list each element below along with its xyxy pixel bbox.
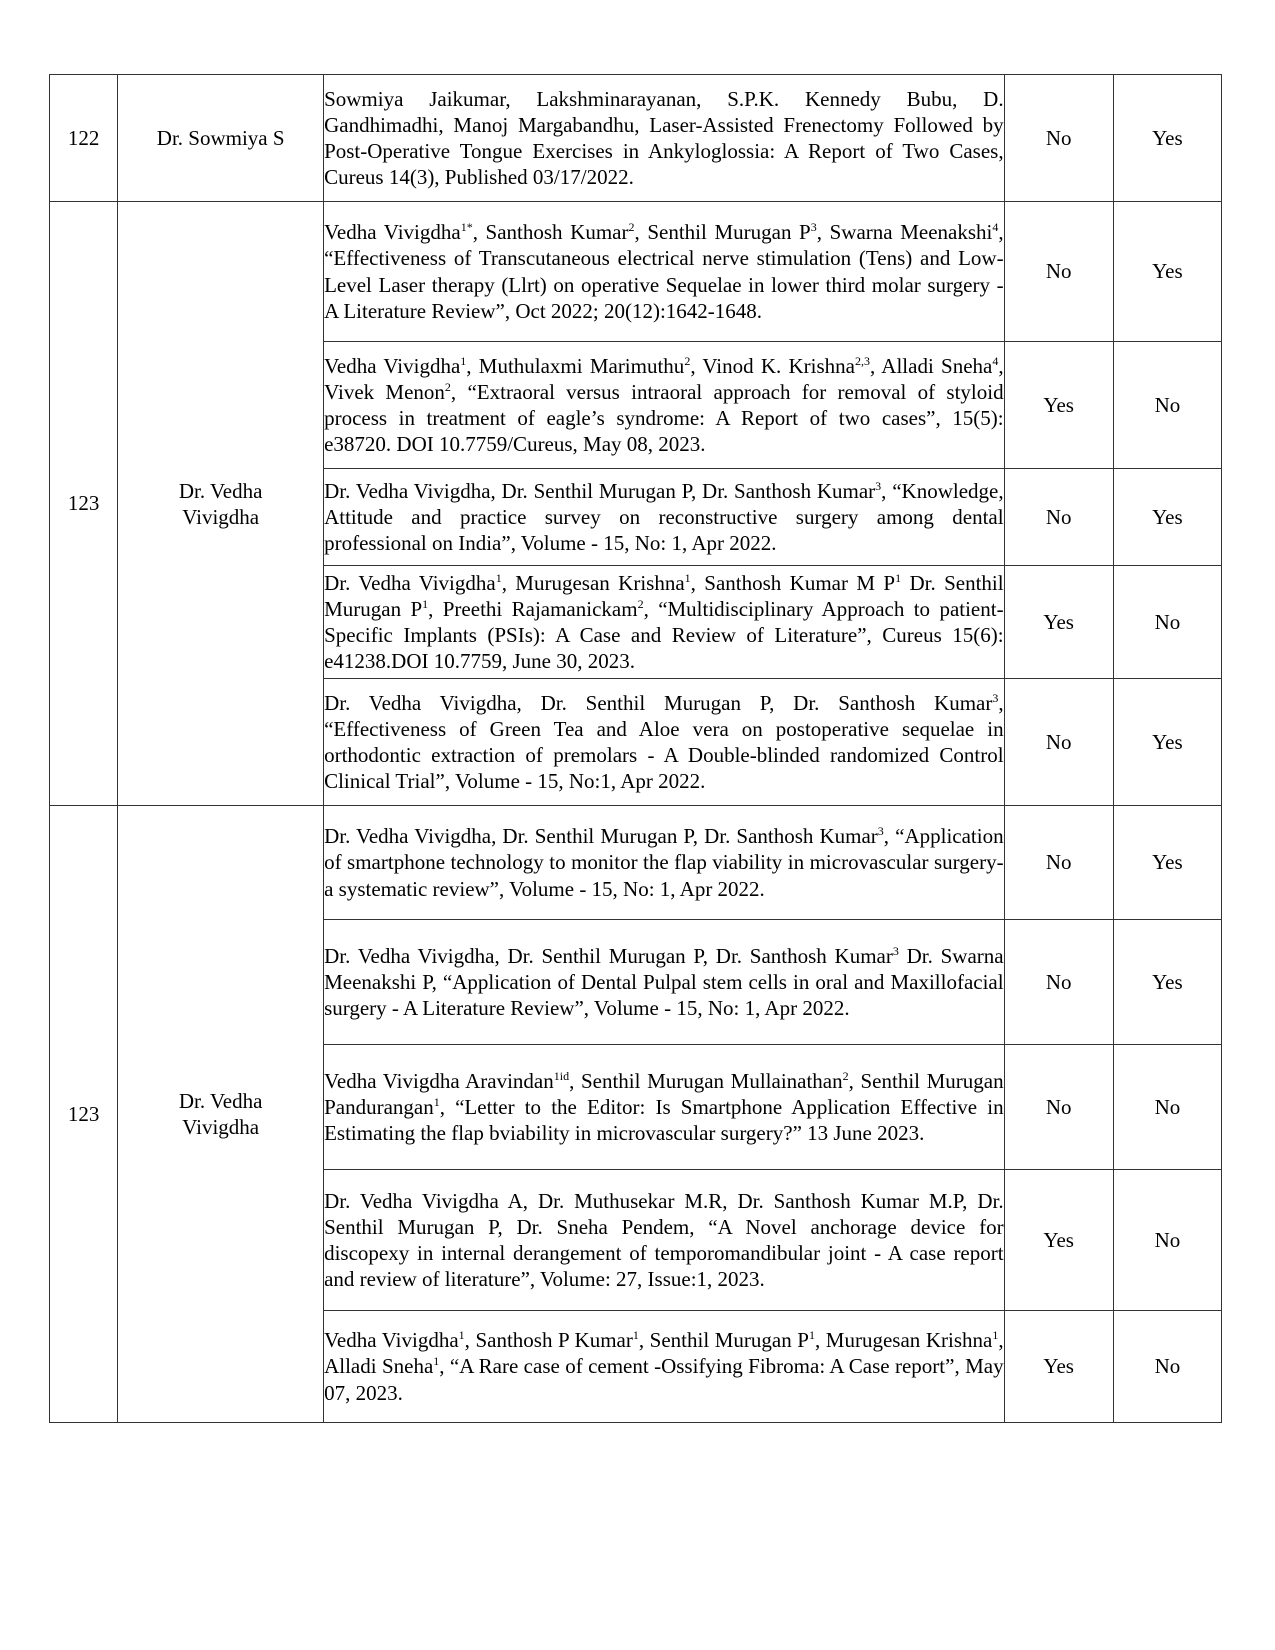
indexing-flag-cell: Yes: [1113, 679, 1221, 806]
author-affiliation-superscript: 1: [632, 1328, 639, 1343]
faculty-name-text: Dr. Vedha Vivigdha: [178, 478, 263, 529]
author-affiliation-superscript: 3: [992, 690, 999, 705]
indexing-flag-cell: No: [1004, 469, 1113, 566]
author-affiliation-superscript: 3: [875, 478, 882, 493]
author-affiliation-superscript: 3: [892, 943, 899, 958]
publication-citation-cell: Dr. Vedha Vivigdha$^1$, Murugesan Krishna$^1$, Santhosh Kumar M $P^1$ Dr. Senthil Murugan $P^1$, Preethi Rajamanickam$^2$, “Multidisciplinary Approach to patient-Specific Implants (PSIs): A Case and Review of Literature”, Cureus 15(6): e41238.DOI 10.7759, June 30, 2023.: [324, 566, 1005, 679]
indexing-flag-cell: Yes: [1004, 342, 1113, 469]
indexing-flag-cell: No: [1004, 1045, 1113, 1170]
indexing-flag-cell: No: [1004, 679, 1113, 806]
author-affiliation-superscript: 2,3: [855, 353, 870, 368]
author-affiliation-superscript: 1: [458, 1328, 465, 1343]
serial-number-cell: 122: [50, 75, 118, 202]
author-affiliation-superscript: 2: [684, 353, 691, 368]
author-affiliation-superscript: 4: [992, 220, 999, 235]
publication-citation-cell: Vedha Vivigdha$^{1*}$, Santhosh Kumar$^2$, Senthil Murugan $P^3$, Swarna Meenakshi$^4$, “Effectiveness of Transcutaneous electrical nerve stimulation (Tens) and Low-Level Laser therapy (Llrt) on operative Sequelae in lower third molar surgery - A Literature Review”, Oct 2022; 20(12):1642-1648.: [324, 202, 1005, 342]
indexing-flag-cell: Yes: [1113, 75, 1221, 202]
indexing-flag-cell: No: [1004, 806, 1113, 920]
publication-citation-cell: Dr. Vedha Vivigdha, Dr. Senthil Murugan P, Dr. Santhosh Kumar$^3$, “Knowledge, Attitude and practice survey on reconstructive surgery among dental professional on India”, Volume - 15, No: 1, Apr 2022.: [324, 469, 1005, 566]
author-affiliation-superscript: 2: [628, 220, 635, 235]
indexing-flag-cell: No: [1113, 1311, 1221, 1423]
table-row: [50, 75, 1222, 202]
publication-citation-cell: Sowmiya Jaikumar, Lakshminarayanan, S.P.K. Kennedy Bubu, D. Gandhimadhi, Manoj Margabandhu, Laser-Assisted Frenectomy Followed by Post-Operative Tongue Exercises in Ankyloglossia: A Report of Two Cases, Cureus 14(3), Published 03/17/2022.: [324, 75, 1005, 202]
author-affiliation-superscript: 3: [877, 824, 884, 839]
author-affiliation-superscript: 1: [433, 1094, 440, 1109]
indexing-flag-cell: Yes: [1113, 469, 1221, 566]
publication-citation-cell: Vedha Vivigdha$^1$, Santhosh P Kumar$^1$, Senthil Murugan $P^1$, Murugesan Krishna$^1$, Alladi Sneha$^1$, “A Rare case of cement -Ossifying Fibroma: A Case report”, May 07, 2023.: [324, 1311, 1005, 1423]
author-affiliation-superscript: 2: [444, 379, 451, 394]
publication-citation-cell: Dr. Vedha Vivigdha, Dr. Senthil Murugan P, Dr. Santhosh Kumar$^3$ Dr. Swarna Meenakshi P, “Application of Dental Pulpal stem cells in oral and Maxillofacial surgery - A Literature Review”, Volume - 15, No: 1, Apr 2022.: [324, 920, 1005, 1045]
publications-table-body: [50, 75, 1222, 1423]
author-affiliation-superscript: 2: [842, 1068, 849, 1083]
indexing-flag-cell: No: [1113, 342, 1221, 469]
author-affiliation-superscript: 1*: [460, 220, 473, 235]
indexing-flag-cell: No: [1004, 202, 1113, 342]
indexing-flag-cell: No: [1004, 920, 1113, 1045]
publication-citation-cell: Dr. Vedha Vivigdha, Dr. Senthil Murugan P, Dr. Santhosh Kumar$^3$, “Effectiveness of Green Tea and Aloe vera on postoperative sequelae in orthodontic extraction of premolars - A Double-blinded randomized Control Clinical Trial”, Volume - 15, No:1, Apr 2022.: [324, 679, 1005, 806]
publication-citation-cell: Vedha Vivigdha Aravindan$^{1id}$, Senthil Murugan Mullainathan$^2$, Senthil Murugan Pandurangan$^1$, “Letter to the Editor: Is Smartphone Application Effective in Estimating the flap bviability in microvascular surgery?” 13 June 2023.: [324, 1045, 1005, 1170]
indexing-flag-cell: No: [1004, 75, 1113, 202]
indexing-flag-cell: Yes: [1004, 1170, 1113, 1311]
faculty-name-cell: [118, 202, 324, 806]
indexing-flag-cell: Yes: [1113, 920, 1221, 1045]
author-affiliation-superscript: 1: [992, 1328, 999, 1343]
indexing-flag-cell: Yes: [1004, 566, 1113, 679]
faculty-name-text: Dr. Vedha Vivigdha: [178, 1089, 263, 1139]
serial-number-cell: 123: [50, 806, 118, 1423]
faculty-name-cell: Dr. Sowmiya S: [118, 75, 324, 202]
author-affiliation-superscript: 4: [992, 353, 999, 368]
publication-citation-cell: Vedha Vivigdha$^1$, Muthulaxmi Marimuthu$^2$, Vinod K. Krishna$^{2,3}$, Alladi Sneha$^4$, Vivek Menon$^2$, “Extraoral versus intraoral approach for removal of styloid process in treatment of eagle’s syndrome: A Report of two cases”, 15(5): e38720. DOI 10.7759/Cureus, May 08, 2023.: [324, 342, 1005, 469]
author-affiliation-superscript: 1: [808, 1328, 815, 1343]
indexing-flag-cell: Yes: [1113, 806, 1221, 920]
author-affiliation-superscript: 1: [495, 570, 502, 585]
indexing-flag-cell: No: [1113, 1170, 1221, 1311]
author-affiliation-superscript: 3: [810, 220, 817, 235]
table-row: [50, 806, 1222, 920]
indexing-flag-cell: Yes: [1113, 202, 1221, 342]
publication-citation-cell: Dr. Vedha Vivigdha A, Dr. Muthusekar M.R, Dr. Santhosh Kumar M.P, Dr. Senthil Murugan P, Dr. Sneha Pendem, “A Novel anchorage device for discopexy in internal derangement of temporomandibular joint - A case report and review of literature”, Volume: 27, Issue:1, 2023.: [324, 1170, 1005, 1311]
author-affiliation-superscript: 1id: [553, 1068, 570, 1083]
publications-table: [49, 74, 1222, 1423]
indexing-flag-cell: No: [1113, 1045, 1221, 1170]
author-affiliation-superscript: 1: [422, 596, 429, 611]
publication-citation-cell: Dr. Vedha Vivigdha, Dr. Senthil Murugan P, Dr. Santhosh Kumar$^3$, “Application of smartphone technology to monitor the flap viability in microvascular surgery-a systematic review”, Volume - 15, No: 1, Apr 2022.: [324, 806, 1005, 920]
author-affiliation-superscript: 1: [433, 1354, 440, 1369]
author-affiliation-superscript: 1: [895, 570, 902, 585]
serial-number-cell: 123: [50, 202, 118, 806]
author-affiliation-superscript: 1: [684, 570, 691, 585]
author-affiliation-superscript: 1: [460, 353, 467, 368]
indexing-flag-cell: No: [1113, 566, 1221, 679]
author-affiliation-superscript: 2: [637, 596, 644, 611]
faculty-name-cell: [118, 806, 324, 1423]
table-row: [50, 202, 1222, 342]
indexing-flag-cell: Yes: [1004, 1311, 1113, 1423]
